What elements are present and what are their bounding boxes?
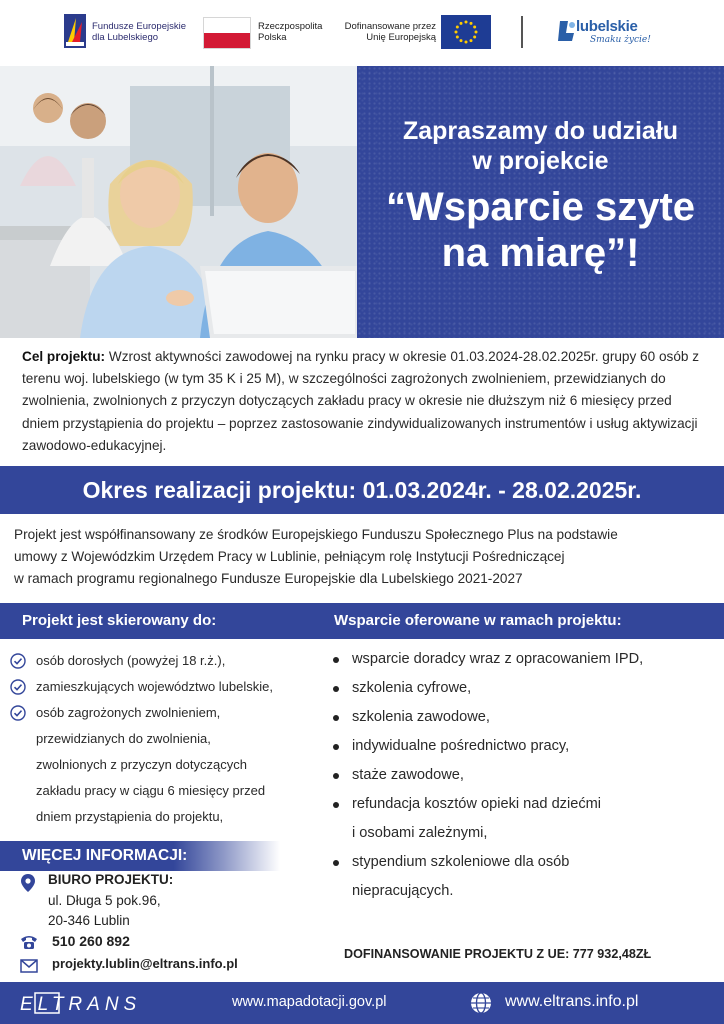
checkmark-circle-icon bbox=[10, 679, 26, 695]
hero-title-panel bbox=[357, 66, 724, 338]
support-item-text: szkolenia zawodowe, bbox=[352, 709, 490, 725]
funding-info bbox=[14, 524, 714, 591]
target-group-item-text: dniem przystąpienia do projektu, bbox=[36, 809, 224, 824]
support-item-text: i osobami zależnymi, bbox=[352, 825, 488, 841]
pl-text-line2: Polska bbox=[258, 32, 287, 43]
support-item-text: stypendium szkoleniowe dla osób bbox=[352, 854, 570, 870]
polish-flag bbox=[203, 17, 251, 49]
eu-star-icon bbox=[460, 22, 463, 25]
support-item-text: staże zawodowe, bbox=[352, 767, 464, 783]
hero-title-line2: w projekcie bbox=[472, 147, 609, 175]
support-item bbox=[330, 848, 715, 906]
support-item bbox=[330, 790, 715, 848]
eu-star-icon bbox=[455, 31, 458, 34]
goal-text: Wzrost aktywności zawodowej na rynku pracy w okresie 01.03.2024-28.02.2025r. grupy 60 osób z terenu woj. lubelskiego (w tym 35 K i 25 M), w szczególności zagrożonych zwolnieniem, przewidzianych do zwolnienia, zwolnionych z przyczyn dotyczących zakładu pracy w okresie nie dłuższym niż 6 miesięcy przed dniem przystąpienia do projektu – poprzez zastosowanie zindywidualizowanych instrumentów i usług aktywizacji zawodowo-edukacyjnej. bbox=[22, 349, 700, 453]
eu-star-icon bbox=[465, 41, 468, 44]
more-info-heading: WIĘCEJ INFORMACJI: bbox=[0, 841, 280, 871]
support-item-text: szkolenia cyfrowe, bbox=[352, 680, 472, 696]
funding-line: umowy z Wojewódzkim Urzędem Pracy w Lublinie, pełniącym rolę Instytucji Pośredniczącej bbox=[14, 549, 565, 565]
pl-text-line1: Rzeczpospolita bbox=[258, 21, 323, 32]
eltrans-logo bbox=[18, 991, 168, 1015]
project-goal bbox=[22, 346, 702, 457]
eu-star-icon bbox=[473, 26, 476, 29]
support-item bbox=[330, 674, 715, 703]
email-envelope-icon bbox=[20, 959, 38, 973]
checkmark-circle-icon bbox=[10, 653, 26, 669]
funding-line: Projekt jest współfinansowany ze środków Europejskiego Funduszu Społecznego Plus na podstawie bbox=[14, 527, 618, 542]
eu-cofinanced-text bbox=[344, 21, 436, 43]
target-group-item bbox=[10, 674, 310, 700]
support-item-text: niepracujących. bbox=[352, 883, 454, 899]
target-group-item bbox=[10, 700, 310, 830]
project-office-label: BIURO PROJEKTU: bbox=[48, 872, 174, 887]
project-period-banner: Okres realizacji projektu: 01.03.2024r. - 28.02.2025r. bbox=[0, 466, 724, 514]
email-address[interactable]: projekty.lublin@eltrans.info.pl bbox=[52, 956, 238, 971]
eu-star-icon bbox=[456, 26, 459, 29]
office-workers-photo bbox=[0, 66, 360, 338]
hero-title-line3: “Wsparcie szyte bbox=[385, 185, 696, 229]
hero-title-line4: na miarę”! bbox=[441, 231, 640, 275]
lubelskie-name: lubelskie bbox=[576, 18, 638, 35]
logo-strip bbox=[0, 0, 724, 66]
support-item bbox=[330, 645, 715, 674]
logo-divider bbox=[521, 16, 523, 48]
eltrans-logo-text: ELTRANS bbox=[20, 994, 142, 1015]
goal-label: Cel projektu: bbox=[22, 349, 106, 364]
eu-star-icon bbox=[456, 36, 459, 39]
eu-star-icon bbox=[470, 22, 473, 25]
address-line1: ul. Długa 5 pok.96, bbox=[48, 893, 161, 908]
hero-section bbox=[0, 66, 724, 338]
target-group-item-text: zwolnionych z przyczyn dotyczących bbox=[36, 757, 247, 772]
support-item bbox=[330, 761, 715, 790]
footer-bar bbox=[0, 982, 724, 1024]
eu-cofinancing-amount: DOFINANSOWANIE PROJEKTU Z UE: 777 932,48ZŁ bbox=[344, 947, 652, 961]
support-item bbox=[330, 732, 715, 761]
eu-text-line2: Unię Europejską bbox=[366, 32, 436, 43]
mapadotacji-link[interactable]: www.mapadotacji.gov.pl bbox=[232, 994, 387, 1010]
target-group-item-text: przewidzianych do zwolnienia, bbox=[36, 731, 211, 746]
support-item bbox=[330, 703, 715, 732]
funding-line: w ramach programu regionalnego Fundusze Europejskie dla Lubelskiego 2021-2027 bbox=[14, 571, 523, 587]
phone-number[interactable]: 510 260 892 bbox=[52, 933, 130, 949]
checkmark-circle-icon bbox=[10, 705, 26, 721]
eu-star-icon bbox=[465, 21, 468, 24]
hero-title-line1: Zapraszamy do udziału bbox=[402, 117, 679, 145]
eu-star-icon bbox=[475, 31, 478, 34]
target-group-item-text: zamieszkujących województwo lubelskie, bbox=[36, 679, 273, 694]
target-group-item bbox=[10, 648, 310, 674]
globe-icon bbox=[470, 992, 492, 1014]
support-offered-heading: Wsparcie oferowane w ramach projektu: bbox=[320, 603, 724, 639]
target-group-item-text: osób dorosłych (powyżej 18 r.ż.), bbox=[36, 653, 226, 668]
support-item-text: refundacja kosztów opieki nad dziećmi bbox=[352, 796, 602, 812]
lubelskie-mark-icon bbox=[556, 19, 578, 43]
rzeczpospolita-text bbox=[258, 21, 322, 43]
target-group-item-text: zakładu pracy w ciągu 6 miesięcy przed bbox=[36, 783, 266, 798]
telephone-icon bbox=[20, 934, 38, 950]
lubelskie-slogan: Smaku życie! bbox=[590, 35, 651, 45]
support-item-text: indywidualne pośrednictwo pracy, bbox=[352, 738, 570, 754]
eltrans-website-link[interactable]: www.eltrans.info.pl bbox=[505, 993, 639, 1010]
target-group-item-text: osób zagrożonych zwolnieniem, bbox=[36, 705, 221, 720]
eu-star-icon bbox=[460, 39, 463, 42]
target-group-list bbox=[10, 648, 310, 830]
eu-star-icon bbox=[473, 36, 476, 39]
eu-star-icon bbox=[470, 39, 473, 42]
location-pin-icon bbox=[21, 874, 35, 892]
fundusze-europejskie-logo bbox=[62, 12, 88, 50]
address-line2: 20-346 Lublin bbox=[48, 913, 130, 928]
support-list bbox=[330, 645, 715, 906]
support-item-text: wsparcie doradcy wraz z opracowaniem IPD, bbox=[352, 651, 644, 667]
target-group-heading: Projekt jest skierowany do: bbox=[0, 603, 320, 639]
fe-text-line1: Fundusze Europejskie bbox=[92, 21, 186, 32]
eu-text-line1: Dofinansowane przez bbox=[344, 21, 436, 32]
eu-flag bbox=[441, 15, 491, 49]
fe-text-line2: dla Lubelskiego bbox=[92, 32, 159, 43]
fundusze-europejskie-text bbox=[92, 21, 186, 43]
